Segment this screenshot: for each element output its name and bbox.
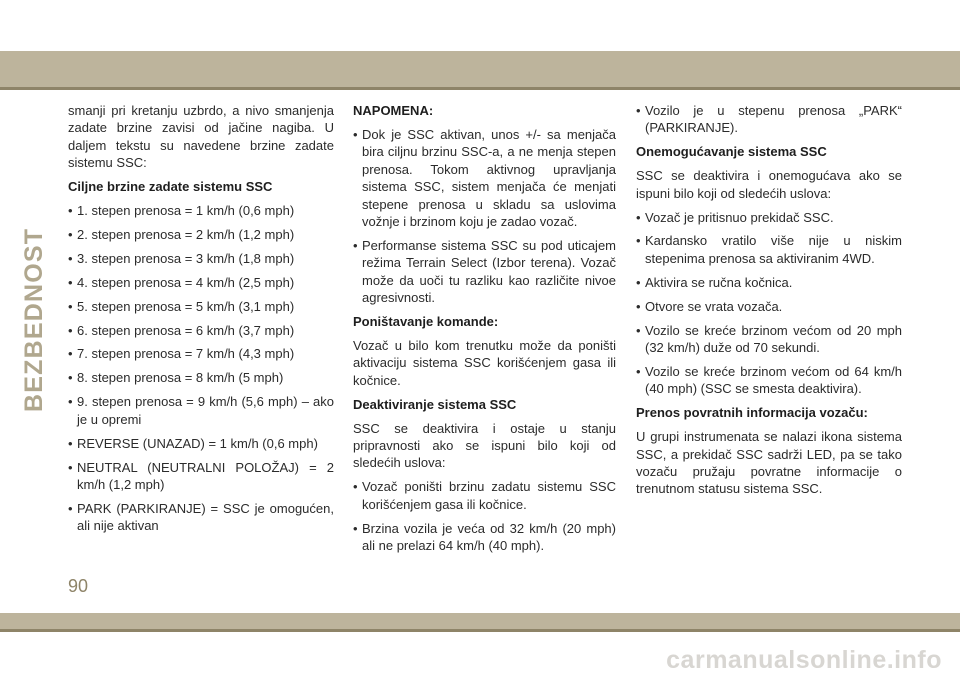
deactivate-heading: Deaktiviranje sistema SSC (353, 396, 517, 412)
bullet-item (68, 250, 334, 267)
bullet-text: Vozač poništi brzinu zadatu sistemu SSC korišćenjem gasa ili kočnice. (362, 479, 616, 512)
deactivate-paragraph: SSC se deaktivira i ostaje u stanju pripravnosti ako se ispuni bilo koji od sledećih uslova: (353, 420, 616, 471)
bullet-item (353, 237, 616, 307)
bullet-text: 2. stepen prenosa = 2 km/h (1,2 mph) (77, 226, 295, 242)
bullet-item (68, 226, 334, 243)
bullet-icon: • (636, 274, 641, 290)
bullet-item (68, 393, 334, 428)
footer-band (0, 613, 960, 629)
bullet-text: 7. stepen prenosa = 7 km/h (4,3 mph) (77, 346, 295, 362)
bullet-icon: • (68, 459, 73, 475)
bullet-item (68, 202, 334, 219)
intro-paragraph: smanji pri kretanju uzbrdo, a nivo smanjenja zadate brzine zavisi od jačine nagiba. U daljem tekstu su navedene brzine zadate sistemu SSC: (68, 103, 334, 171)
bullet-icon: • (636, 103, 641, 118)
bullet-icon: • (353, 237, 358, 253)
bullet-icon: • (636, 363, 641, 379)
bullet-text: Vozilo je u stepenu prenosa „PARK“ (PARKIRANJE). (645, 103, 902, 136)
bullet-item (636, 274, 902, 291)
bullet-item (68, 500, 334, 535)
section-title-text: BEZBEDNOST (20, 227, 48, 412)
text-column-3 (636, 102, 902, 504)
feedback-heading: Prenos povratnih informacija vozaču: (636, 405, 868, 421)
bullet-text: NEUTRAL (NEUTRALNI POLOŽAJ) = 2 km/h (1,2 mph) (77, 459, 334, 492)
bullet-icon: • (353, 126, 358, 142)
target-speeds-list (68, 202, 334, 535)
disable-list (636, 209, 902, 398)
deactivate-list (353, 478, 616, 554)
bullet-text: Vozilo se kreće brzinom većom od 64 km/h (40 mph) (SSC se smesta deaktivira). (645, 363, 902, 397)
bullet-icon: • (68, 370, 73, 386)
bullet-icon: • (68, 250, 73, 266)
bullet-text: Performanse sistema SSC su pod uticajem režima Terrain Select (Izbor terena). Vozač može da uoči tu razliku kao različite nivoe agresivnosti. (362, 237, 616, 306)
bullet-text: 3. stepen prenosa = 3 km/h (1,8 mph) (77, 250, 295, 266)
text-column-1 (68, 102, 334, 541)
bullet-item (68, 435, 334, 452)
bullet-text: PARK (PARKIRANJE) = SSC je omogućen, ali nije aktivan (77, 500, 334, 534)
bullet-icon: • (353, 479, 358, 495)
header-band (0, 51, 960, 87)
bullet-text: Otvore se vrata vozača. (645, 298, 783, 314)
bullet-item (68, 298, 334, 315)
deactivate-list-continued (636, 102, 902, 137)
bullet-text: Vozač je pritisnuo prekidač SSC. (645, 209, 834, 225)
override-paragraph: Vozač u bilo kom trenutku može da poništi aktivaciju sistema SSC korišćenjem gasa ili kočnice. (353, 337, 616, 388)
feedback-paragraph: U grupi instrumenata se nalazi ikona sistema SSC, a prekidač SSC sadrži LED, pa se tako vozaču pružaju povratne informacije o trenutnom statusu sistema SSC. (636, 429, 902, 497)
disable-heading: Onemogućavanje sistema SSC (636, 144, 827, 160)
bullet-text: Dok je SSC aktivan, unos +/- sa menjača bira ciljnu brzinu SSC-a, a ne menja stepen prenosa. Tokom aktivnog upravljanja sistema SSC, sistem menjača će menjati stepene prenosa u skladu sa uslovima vožnje i brzinom koju je zadao vozač. (362, 126, 616, 229)
bullet-text: Vozilo se kreće brzinom većom od 20 mph (32 km/h) duže od 70 sekundi. (645, 322, 902, 355)
bullet-icon: • (636, 209, 641, 225)
bullet-item (68, 369, 334, 386)
disable-paragraph: SSC se deaktivira i onemogućava ako se ispuni bilo koji od sledećih uslova: (636, 168, 902, 201)
bullet-text: 4. stepen prenosa = 4 km/h (2,5 mph) (77, 274, 295, 290)
bullet-icon: • (68, 322, 73, 338)
bullet-item (353, 126, 616, 230)
bullet-text: Aktivira se ručna kočnica. (645, 274, 793, 290)
bullet-text: REVERSE (UNAZAD) = 1 km/h (0,6 mph) (77, 435, 318, 451)
bullet-icon: • (353, 520, 358, 536)
bullet-icon: • (68, 274, 73, 290)
override-heading: Poništavanje komande: (353, 313, 499, 329)
bullet-item (636, 363, 902, 398)
bullet-text: 5. stepen prenosa = 5 km/h (3,1 mph) (77, 298, 295, 314)
bullet-text: 1. stepen prenosa = 1 km/h (0,6 mph) (77, 203, 295, 219)
bullet-text: Kardansko vratilo više nije u niskim stepenima prenosa sa aktiviranim 4WD. (645, 233, 902, 266)
bullet-icon: • (68, 298, 73, 314)
bullet-item (68, 345, 334, 362)
bullet-text: Brzina vozila je veća od 32 km/h (20 mph) ali ne prelazi 64 km/h (40 mph). (362, 520, 616, 553)
bullet-icon: • (68, 346, 73, 362)
bullet-icon: • (636, 298, 641, 314)
note-heading: NAPOMENA: (353, 103, 434, 118)
page-number: 90 (68, 576, 89, 596)
note-list (353, 126, 616, 307)
bullet-item (68, 274, 334, 291)
footer-rule (0, 629, 960, 632)
bullet-icon: • (68, 203, 73, 219)
bullet-icon: • (68, 435, 73, 451)
bullet-item (68, 322, 334, 339)
bullet-item (636, 209, 902, 226)
bullet-text: 8. stepen prenosa = 8 km/h (5 mph) (77, 370, 284, 386)
bullet-item (353, 520, 616, 555)
bullet-item (353, 478, 616, 513)
bullet-icon: • (68, 394, 73, 410)
bullet-icon: • (636, 233, 641, 249)
bullet-item (636, 322, 902, 357)
bullet-icon: • (636, 322, 641, 338)
bullet-item (636, 102, 902, 137)
header-rule (0, 87, 960, 90)
text-column-2 (353, 102, 616, 561)
bullet-text: 6. stepen prenosa = 6 km/h (3,7 mph) (77, 322, 295, 338)
target-speeds-heading: Ciljne brzine zadate sistemu SSC (68, 179, 273, 195)
bullet-text: 9. stepen prenosa = 9 km/h (5,6 mph) – ako je u opremi (77, 394, 334, 427)
watermark-text: carmanualsonline.info (666, 646, 942, 674)
bullet-item (636, 298, 902, 315)
bullet-icon: • (68, 226, 73, 242)
bullet-item (636, 232, 902, 267)
bullet-item (68, 459, 334, 494)
bullet-icon: • (68, 500, 73, 516)
